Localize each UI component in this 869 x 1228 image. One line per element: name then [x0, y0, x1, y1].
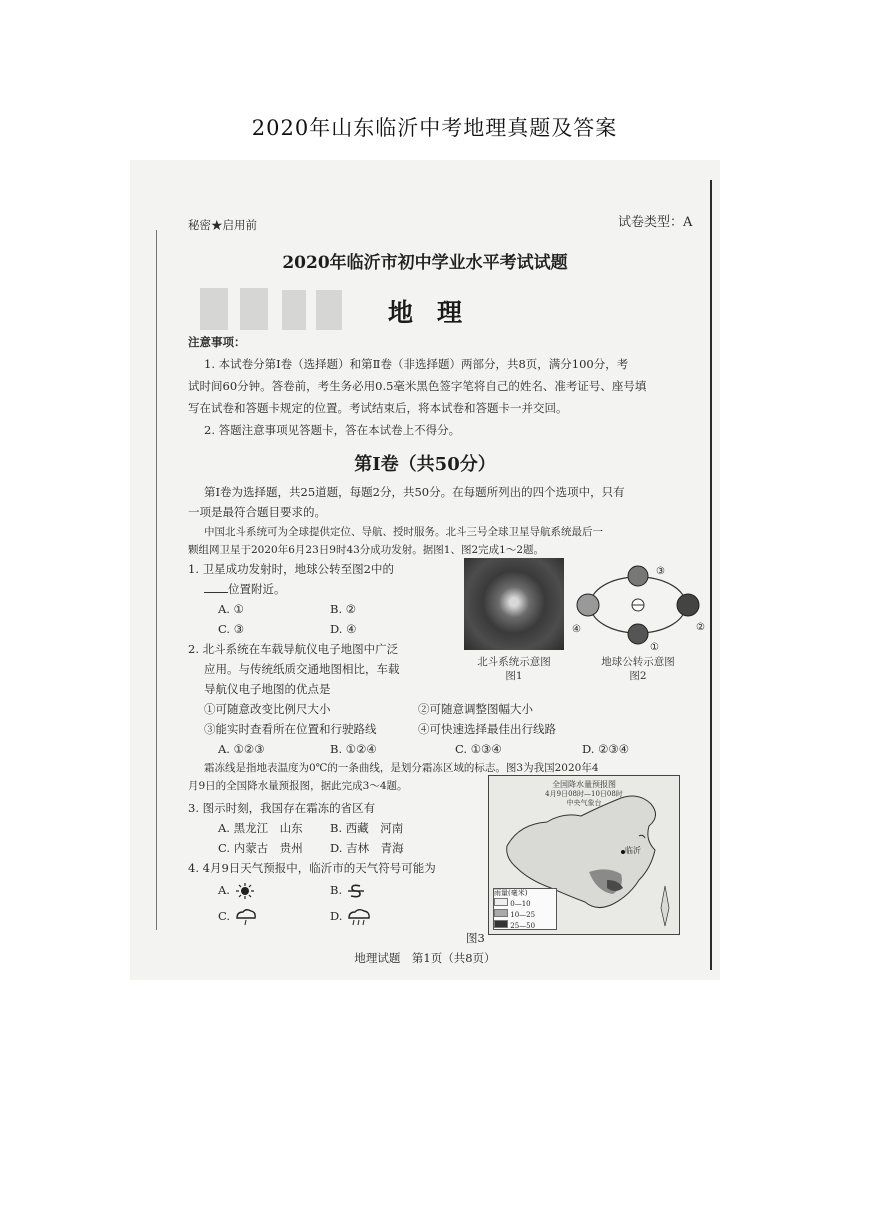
q1-stem-cont — [204, 581, 286, 597]
q4-option-a — [218, 882, 256, 899]
q1-stem: 1. 卫星成功发射时，地球公转至图2中的 — [188, 562, 394, 576]
q4-option-d-label: D. — [330, 909, 343, 923]
legend-row-1 — [494, 898, 556, 909]
legend-value: 10—25 — [510, 911, 536, 919]
q1-stem-text: 位置附近。 — [228, 582, 286, 596]
page-fold-line — [156, 230, 157, 930]
context-beidou: 中国北斗系统可为全球提供定位、导航、授时服务。北斗三号全球卫星导航系统最后一 — [204, 526, 603, 538]
orbit-label-3: ③ — [656, 566, 665, 577]
q2-stem: 2. 北斗系统在车载导航仪电子地图中广泛 — [188, 642, 399, 656]
legend-value: 25—50 — [510, 922, 536, 930]
q4-option-c-label: C. — [218, 909, 231, 923]
orbit-label-1: ① — [650, 642, 659, 653]
section-title: 第Ⅰ卷（共50分） — [354, 454, 496, 475]
q2-option-a: A. ①②③ — [218, 742, 265, 756]
fig2-caption: 地球公转示意图 — [601, 656, 675, 668]
q3-option-d: D. 吉林 青海 — [330, 841, 404, 855]
sandstorm-icon — [346, 883, 366, 899]
q4-stem: 4. 4月9日天气预报中，临沂市的天气符号可能为 — [188, 861, 436, 875]
scanned-exam-page — [130, 160, 720, 980]
context-frost-cont: 月9日的全国降水量预报图，据此完成3～4题。 — [188, 780, 408, 792]
notes-heading: 注意事项： — [188, 335, 246, 349]
q4-option-a-label: A. — [218, 883, 230, 897]
q4-option-c — [218, 908, 258, 926]
map-city-label: 临沂 — [625, 846, 641, 855]
map-title: 全国降水量预报图 — [552, 780, 616, 789]
orbit-label-4: ④ — [572, 624, 581, 635]
q2-choice-1: ①可随意改变比例尺大小 — [204, 702, 331, 716]
q4-option-b — [330, 882, 366, 899]
q2-option-b: B. ①②④ — [330, 742, 377, 756]
earth-left — [577, 594, 599, 616]
q2-option-d: D. ②③④ — [582, 742, 630, 756]
fig1-number: 图1 — [505, 670, 523, 682]
q1-option-d: D. ④ — [330, 622, 357, 636]
q4-option-d — [330, 908, 372, 926]
notes-item-1-cont: 写在试卷和答题卡规定的位置。考试结束后，将本试卷和答题卡一并交回。 — [188, 401, 568, 415]
notes-item-1: 1. 本试卷分第Ⅰ卷（选择题）和第Ⅱ卷（非选择题）两部分，共8页，满分100分，考 — [204, 357, 629, 371]
fig1-caption: 北斗系统示意图 — [477, 656, 551, 668]
context-beidou-cont: 颗组网卫星于2020年6月23日9时43分成功发射。据图1、图2完成1～2题。 — [188, 544, 545, 556]
section-intro: 第Ⅰ卷为选择题，共25道题，每题2分，共50分。在每题所列出的四个选项中，只有 — [204, 485, 625, 499]
q2-stem-cont: 应用。与传统纸质交通地图相比，车载 — [204, 662, 400, 676]
legend-row-2 — [494, 909, 556, 920]
earth-right — [677, 594, 699, 616]
document-title: 2020年山东临沂中考地理真题及答案 — [251, 116, 618, 140]
notes-item-2: 2. 答题注意事项见答题卡，答在本试卷上不得分。 — [204, 423, 461, 437]
subject-title: 地理 — [387, 298, 486, 327]
precipitation-map — [488, 775, 680, 935]
q1-option-b: B. ② — [330, 602, 357, 616]
fig2-number: 图2 — [629, 670, 647, 682]
orbit-label-2: ② — [696, 622, 705, 633]
map-subtitle: 4月9日08时—10日08时 — [545, 790, 623, 798]
q1-option-c: C. ③ — [218, 622, 245, 636]
q1-option-a: A. ① — [218, 602, 244, 616]
map-legend — [493, 888, 557, 930]
q2-stem-cont: 导航仪电子地图的优点是 — [204, 682, 331, 696]
context-frost: 霜冻线是指地表温度为0℃的一条曲线，是划分霜冻区域的标志。图3为我国2020年4 — [204, 762, 599, 774]
q3-option-a: A. 黑龙江 山东 — [218, 821, 303, 835]
legend-row-3 — [494, 920, 556, 931]
sunny-icon — [234, 883, 256, 899]
exam-title: 2020年临沂市初中学业水平考试试题 — [282, 253, 568, 273]
paper-type-label: 试卷类型：A — [618, 215, 693, 230]
q3-option-c: C. 内蒙古 贵州 — [218, 841, 303, 855]
light-rain-icon — [234, 908, 258, 926]
q2-choice-3: ③能实时查看所在位置和行驶路线 — [204, 722, 377, 736]
legend-value: 0—10 — [510, 900, 531, 908]
map-agency: 中央气象台 — [566, 799, 602, 807]
q2-option-c: C. ①③④ — [455, 742, 502, 756]
notes-item-1-cont: 试时间60分钟。答卷前，考生务必用0.5毫米黑色签字笔将自己的姓名、准考证号、座号填 — [188, 379, 647, 393]
page-footer: 地理试题 第1页（共8页） — [354, 951, 496, 965]
confidential-label: 秘密★启用前 — [188, 218, 257, 232]
legend-heading: 雨量(毫米) — [494, 889, 528, 897]
q2-choice-2: ②可随意调整图幅大小 — [418, 702, 533, 716]
q4-option-b-label: B. — [330, 883, 343, 897]
earth-top — [628, 566, 648, 586]
beidou-satellite-image — [464, 558, 564, 650]
q2-choice-4: ④可快速选择最佳出行线路 — [418, 722, 556, 736]
earth-orbit-diagram — [570, 558, 708, 653]
section-intro-cont: 一项是最符合题目要求的。 — [188, 505, 326, 519]
q3-option-b: B. 西藏 河南 — [330, 821, 404, 835]
answer-blank — [204, 582, 228, 593]
heavy-rain-icon — [346, 908, 372, 926]
earth-bottom — [628, 624, 648, 644]
q3-stem: 3. 图示时刻，我国存在霜冻的省区有 — [188, 801, 376, 815]
fig3-number: 图3 — [466, 931, 485, 945]
